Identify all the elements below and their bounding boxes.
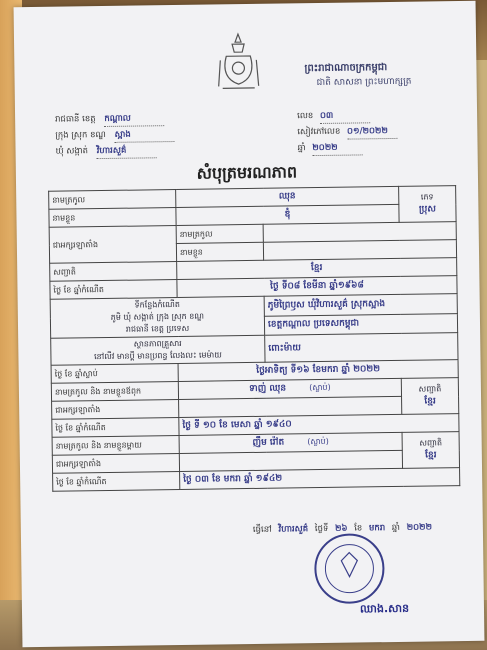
surname-label: នាមត្រកូល (49, 190, 176, 210)
pob-line1: ភូមិព្រៃឫស ឃុំវិហារសួគ៌ ស្រុកស្អាង (264, 294, 457, 316)
pob-label-cell (50, 296, 265, 338)
latin-givenname-label: នាមខ្លួន (176, 242, 263, 261)
pob-label: ទីកន្លែងកំណើត (134, 299, 180, 310)
mother-label: នាមត្រកូល និង នាមខ្លួនម្ដាយ (52, 435, 179, 455)
official-stamp-icon (311, 530, 388, 607)
sex-cell (399, 186, 456, 223)
pob-sub2: រាជធានី ខេត្ត ប្រទេស (125, 323, 190, 334)
sex-label: ភេទ (420, 192, 434, 202)
father-value: ទាញ់ ឈុន (249, 383, 287, 395)
district-line: ក្រុង ស្រុក ខណ្ឌ ស្អាង (55, 129, 174, 144)
latin-surname-label: នាមត្រកូល (176, 224, 263, 243)
district-value: ស្អាង (115, 129, 175, 143)
givenname-label: នាមខ្លួន (49, 208, 176, 228)
surname-value: ឈុន (176, 186, 399, 207)
issue-day: ២៦ (334, 523, 348, 534)
father-nat-label: សញ្ជាតិ (418, 384, 442, 394)
father-dob-value: ថ្ងៃ ទី ១០ ខែ មេសា ឆ្នាំ ១៩៤០ (179, 414, 459, 436)
signature: ឈាង.សាន (359, 601, 410, 616)
number-line: លេខ ០៣ (297, 110, 370, 124)
mother-nat-value: ខ្មែរ (425, 450, 437, 461)
national-motto: ជាតិ សាសនា ព្រះមហាក្សត្រ (316, 76, 412, 89)
royal-crest-icon (212, 30, 265, 95)
pob-line2: ខេត្តកណ្ដាល ប្រទេសកម្ពុជា (264, 313, 457, 335)
book-number-line: សៀវភៅលេខ ០១/២០២២ (297, 126, 397, 140)
certificate-table (48, 185, 460, 492)
marital-value: ពោះម៉ាយ (265, 333, 458, 363)
father-nat-value: ខ្មែរ (424, 396, 436, 407)
marital-label-cell (51, 335, 265, 365)
book-number-value: ០១/២០២២ (347, 126, 397, 140)
father-dob-label: ថ្ងៃ ខែ ឆ្នាំកំណើត (52, 417, 179, 437)
father-label: នាមត្រកូល និង នាមខ្លួនឪពុក (51, 381, 178, 401)
givenname-value: ឌុំ (176, 204, 399, 225)
province-line: រាជធានី ខេត្ត កណ្ដាល (55, 113, 164, 128)
father-nat-cell (401, 378, 458, 415)
mother-value: ញឹម រ៉ៅត (252, 437, 285, 448)
mother-dob-value: ថ្ងៃ ០៣ ខែ មករា ឆ្នាំ ១៩៤២ (180, 468, 460, 490)
nationality-label: សញ្ជាតិ (50, 262, 177, 282)
father-status: (ស្លាប់) (309, 382, 331, 393)
issue-year: ២០២២ (406, 522, 433, 533)
commune-line: ឃុំ សង្កាត់ វិហារសួគ៌ (56, 145, 157, 159)
father-latin-label: ជាអក្សរឡាតាំង (52, 399, 179, 419)
latin-label: ជាអក្សរឡាតាំង (49, 226, 176, 264)
dod-value: ថ្ងៃអាទិត្យ ទី១៦ ខែមករា ឆ្នាំ ២០២២ (178, 360, 458, 382)
marital-label: ស្ថានភាពគ្រួសារ (133, 338, 182, 349)
mother-nat-cell (402, 432, 459, 469)
nationality-value: ខ្មែរ (177, 258, 457, 280)
certificate-paper (14, 1, 485, 647)
mother-status: (ស្លាប់) (307, 436, 329, 447)
issue-month: មករា (368, 523, 386, 534)
dob-value: ថ្ងៃ ទី០៨ ខែមីនា ឆ្នាំ១៩៦៨ (177, 276, 457, 298)
province-value: កណ្ដាល (104, 113, 164, 127)
issue-line: ធ្វើនៅ វិហារសួគ៌ ថ្ងៃទី ២៦ ខែ មករា ឆ្នាំ ២០២២ (252, 522, 433, 535)
kingdom-heading: ព្រះរាជាណាចក្រកម្ពុជា (304, 62, 388, 75)
dod-label: ថ្ងៃ ខែ ឆ្នាំស្លាប់ (51, 363, 178, 383)
dob-label: ថ្ងៃ ខែ ឆ្នាំកំណើត (50, 280, 177, 300)
marital-sub: នៅលីវ មានប្ដី មានប្រពន្ធ លែងលះ មេម៉ាយ (93, 350, 222, 362)
mother-dob-label: ថ្ងៃ ខែ ឆ្នាំកំណើត (53, 471, 180, 491)
mother-latin-label: ជាអក្សរឡាតាំង (52, 453, 179, 473)
mother-nat-label: សញ្ជាតិ (419, 438, 443, 448)
year-line: ឆ្នាំ ២០២២ (297, 142, 362, 156)
number-value: ០៣ (320, 110, 370, 124)
document-title: សំបុត្រមរណភាព (196, 162, 298, 183)
year-value: ២០២២ (312, 142, 362, 156)
pob-sub1: ភូមិ ឃុំ សង្កាត់ ក្រុង ស្រុក ខណ្ឌ (110, 311, 205, 322)
issue-place: វិហារសួគ៌ (278, 524, 309, 535)
sex-value: ប្រុស (418, 204, 436, 215)
commune-value: វិហារសួគ៌ (97, 145, 157, 159)
